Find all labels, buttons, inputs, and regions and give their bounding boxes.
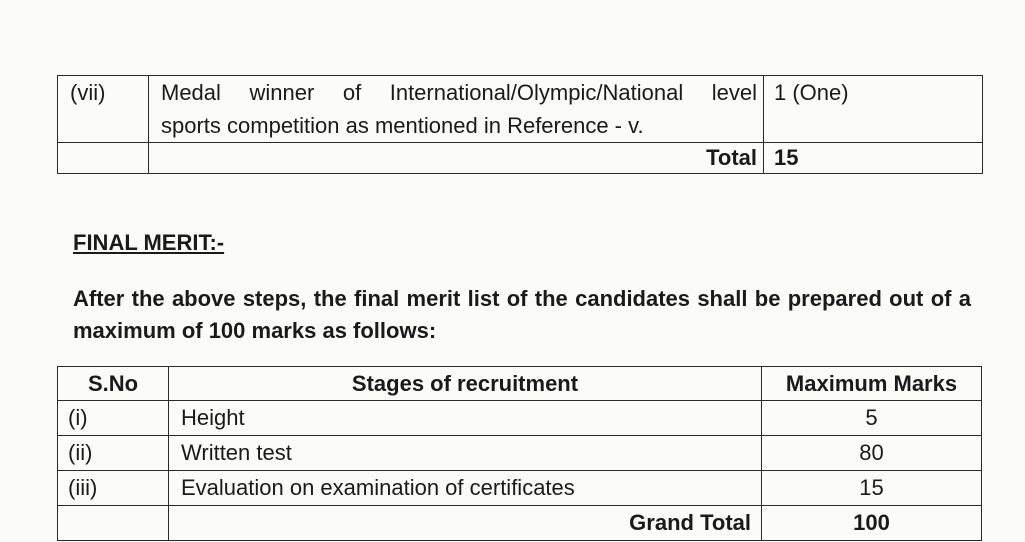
grand-total-label: Grand Total [169, 506, 762, 541]
sno-cell: (ii) [58, 436, 169, 471]
marks-cell: 1 (One) [764, 76, 983, 143]
sno-cell: (vii) [58, 76, 149, 143]
header-stage: Stages of recruitment [169, 367, 762, 401]
marks-cell: 15 [762, 471, 982, 506]
grand-total-value: 100 [762, 506, 982, 541]
table-row [58, 436, 982, 471]
stage-cell: Written test [169, 436, 762, 471]
marks-cell: 80 [762, 436, 982, 471]
table-row [58, 76, 983, 143]
table-row [58, 401, 982, 436]
empty-cell [58, 143, 149, 174]
header-row [58, 367, 982, 401]
total-row [58, 143, 983, 174]
stage-cell: Height [169, 401, 762, 436]
description-line: sports competition as mentioned in Reference - v. [161, 113, 644, 138]
empty-cell [58, 506, 169, 541]
sno-cell: (i) [58, 401, 169, 436]
total-label: Total [149, 143, 764, 174]
total-value: 15 [764, 143, 983, 174]
final-merit-table [57, 366, 982, 541]
header-sno: S.No [58, 367, 169, 401]
stage-cell: Evaluation on examination of certificates [169, 471, 762, 506]
final-merit-heading: FINAL MERIT:- [73, 230, 225, 255]
description-cell [149, 76, 764, 143]
final-merit-paragraph: After the above steps, the final merit list of the candidates shall be prepared out of a maximum of 100 marks as follows: [73, 286, 971, 343]
table-row [58, 471, 982, 506]
sno-cell: (iii) [58, 471, 169, 506]
header-marks: Maximum Marks [762, 367, 982, 401]
marks-cell: 5 [762, 401, 982, 436]
criteria-table [57, 75, 983, 174]
description-line: Medal winner of International/Olympic/National level [161, 80, 757, 105]
grand-total-row [58, 506, 982, 541]
